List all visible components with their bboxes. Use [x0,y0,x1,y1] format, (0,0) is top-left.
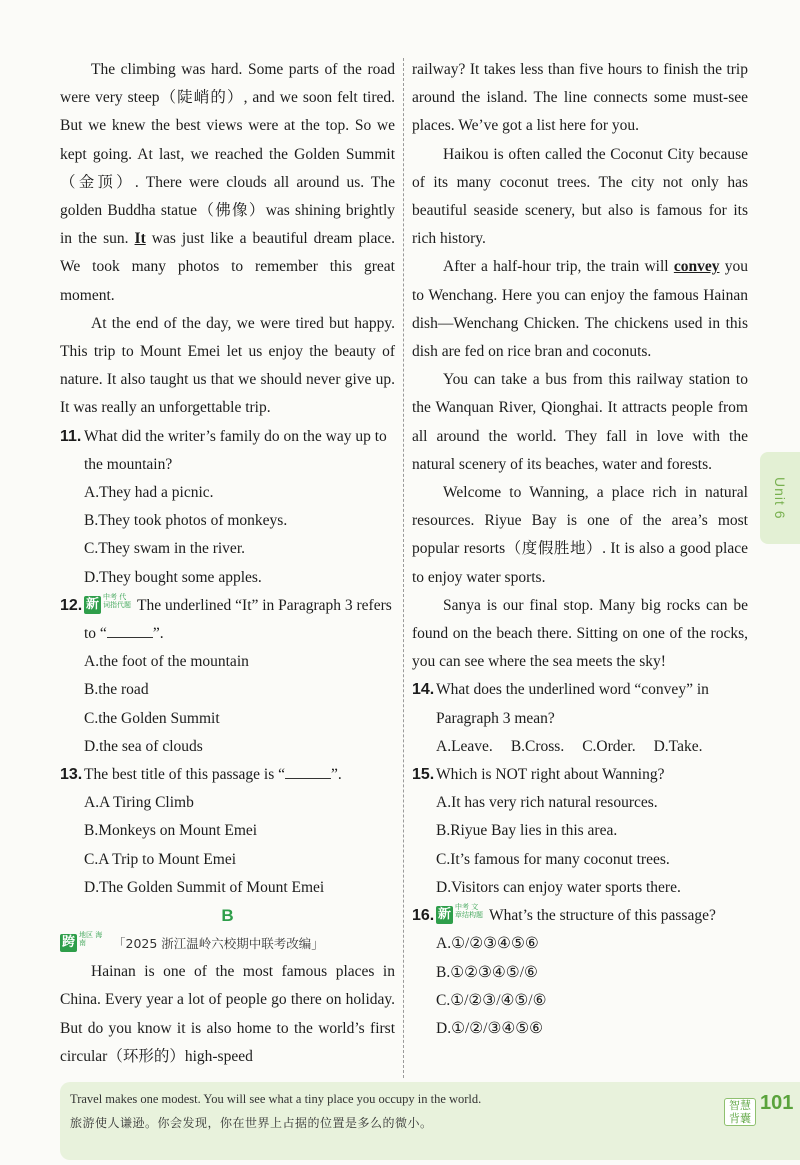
paragraph: At the end of the day, we were tired but happy. This trip to Mount Emei let us enjoy the beauty of nature. It also taught us that we should never give up. It was really an unforgettable trip. [60,314,395,417]
underlined-word-it: It [134,230,146,248]
answer-blank[interactable] [107,622,153,639]
options-row [412,733,748,761]
left-column [60,56,395,1071]
option-a[interactable]: A.They had a picnic. [84,484,214,502]
question-number: 12. [60,596,83,614]
source-line [60,930,395,958]
option-b[interactable]: B.Monkeys on Mount Emei [84,822,258,840]
paragraph [412,253,748,366]
paragraph-text: you to Wenchang. Here you can enjoy the famous Hainan dish—Wenchang Chicken. The chickens used in this dish are fed on rice bran and coconuts. [412,258,748,361]
tag-subtitle: 中考 代词指代题 [103,592,132,609]
option-b[interactable]: B.Riyue Bay lies in this area. [436,822,618,840]
quote-english: Travel makes one modest. You will see what a tiny place you occupy in the world. [70,1092,482,1106]
question-number: 13. [60,766,83,784]
option-d[interactable]: D.They bought some apples. [84,568,262,586]
option-b[interactable]: B.They took photos of monkeys. [84,512,288,530]
question-16 [412,902,748,1043]
option-b[interactable]: B.①②③④⑤/⑥ [436,963,538,981]
option-a[interactable]: A.A Tiring Climb [84,794,194,812]
paragraph: railway? It takes less than five hours to finish the trip around the island. The line connects some must-see places. We’ve got a list here for you. [412,61,748,135]
source-text: 「2025 浙江温岭六校期中联考改编」 [113,936,324,952]
option-d[interactable]: D.Visitors can enjoy water sports there. [436,878,681,896]
question-15 [412,761,748,902]
option-b[interactable]: B.the road [84,681,149,699]
tag-subtitle: 地区 海南 [79,931,103,948]
option-a[interactable]: A.Leave. [436,737,493,755]
option-d[interactable]: D.Take. [653,737,703,755]
paragraph: Welcome to Wanning, a place rich in natural resources. Riyue Bay is one of the area’s most popular resorts（度假胜地）. It is also a good place to enjoy water sports. [412,484,748,586]
wisdom-badge: 智慧背囊 [724,1098,756,1126]
right-column [412,56,748,1043]
question-12 [60,592,395,761]
question-13 [60,761,395,902]
paragraph: Haikou is often called the Coconut City because of its many coconut trees. The city not only has beautiful seaside scenery, but also is famous for its rich history. [412,145,748,248]
question-stem: What did the writer’s family do on the way up to the mountain? [84,427,387,473]
paragraph: Hainan is one of the most famous places in China. Every year a lot of people go there on holiday. But do you know it is also home to the world’s first circular（环形的）high-speed [60,963,395,1065]
option-c[interactable]: C.the Golden Summit [84,709,220,727]
footer-quote-bar [60,1082,800,1160]
paragraph-text: was just like a beautiful dream place. We took many photos to remember this great moment. [60,230,396,304]
tag-subtitle: 中考 文章结构题 [455,903,484,920]
question-stem: Which is NOT right about Wanning? [436,766,665,784]
option-d[interactable]: D.①/②/③④⑤⑥ [436,1019,544,1037]
option-c[interactable]: C.①/②③/④⑤/⑥ [436,991,547,1009]
option-a[interactable]: A.①/②③④⑤⑥ [436,935,539,953]
quote-chinese: 旅游使人谦逊。你会发现，你在世界上占据的位置是多么的微小。 [70,1116,433,1130]
question-stem: What does the underlined word “convey” in Paragraph 3 mean? [436,681,709,727]
question-number: 11. [60,427,82,445]
question-11 [60,423,395,592]
question-number: 15. [412,766,435,784]
new-tag-icon: 新 [86,596,100,612]
underlined-word-convey: convey [673,258,720,276]
option-b[interactable]: B.Cross. [510,737,565,755]
option-a[interactable]: A.It has very rich natural resources. [436,794,658,812]
option-d[interactable]: D.the sea of clouds [84,737,203,755]
page-number: 101 [760,1092,794,1114]
question-number: 16. [412,907,435,925]
option-c[interactable]: C.They swam in the river. [84,540,245,558]
paragraph-text: The climbing was hard. Some parts of the road were very steep（陡峭的）, and we soon felt tired. But we knew the best views were at the top. So we kept going. At last, we reached the Golden Summit（金顶）. There were clouds all around us. The golden Buddha statue（佛像）was shining brightly in the sun. [60,61,395,248]
option-c[interactable]: C.It’s famous for many coconut trees. [436,850,670,868]
question-stem: What’s the structure of this passage? [489,907,716,925]
question-14 [412,676,748,761]
paragraph: Sanya is our final stop. Many big rocks can be found on the beach there. Sitting on one of the rocks, you can see where the sea meets the sky! [412,596,748,671]
question-number: 14. [412,681,435,699]
unit-tab[interactable] [760,452,800,544]
new-tag-icon: 新 [438,907,452,923]
answer-blank[interactable] [285,763,331,780]
option-c[interactable]: C.Order. [582,737,636,755]
option-a[interactable]: A.the foot of the mountain [84,653,249,671]
option-d[interactable]: D.The Golden Summit of Mount Emei [84,878,325,896]
cross-region-tag-icon: 跨 [62,935,76,951]
question-stem-end: ”. [152,625,164,643]
paragraph: You can take a bus from this railway station to the Wanquan River, Qionghai. It attracts people from all around the world. They fall in love with the natural scenery of its beaches, water and forests. [412,371,748,473]
paragraph-text: After a half-hour trip, the train will [443,258,669,276]
question-stem: The underlined “It” in Paragraph 3 refers to “ [84,596,392,643]
paragraph [60,56,395,310]
unit-tab-label: Unit 6 [772,476,788,520]
column-divider [403,58,404,1078]
question-stem: The best title of this passage is “ [84,766,286,784]
question-stem-end: ”. [331,766,342,784]
option-c[interactable]: C.A Trip to Mount Emei [84,850,237,868]
section-heading-b: B [221,906,234,926]
